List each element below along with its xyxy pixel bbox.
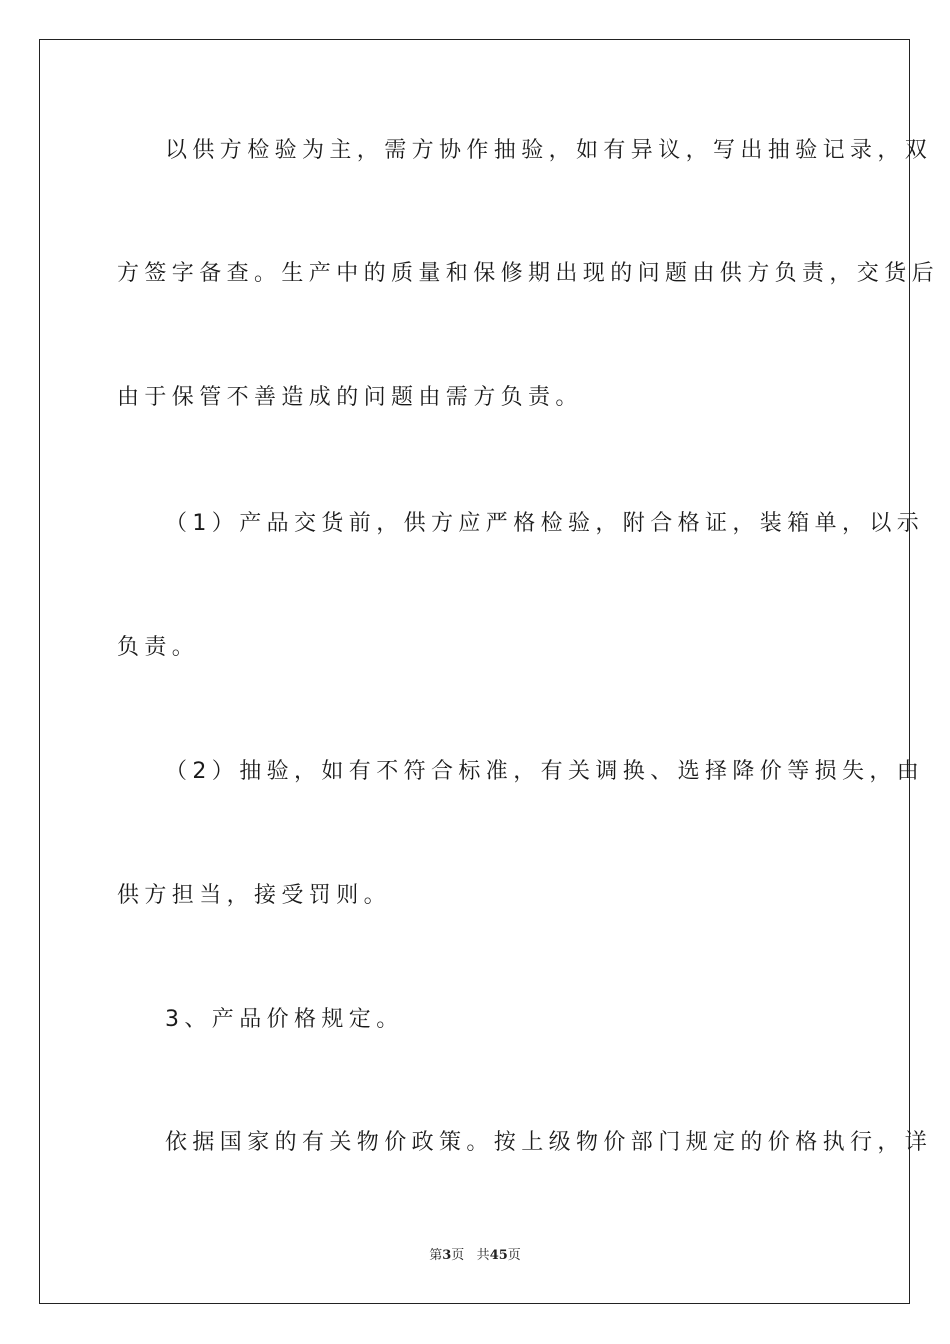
footer-total-prefix: 共 <box>476 1248 490 1263</box>
paragraph-line: 依据国家的有关物价政策。按上级物价部门规定的价格执行，详 <box>165 1130 933 1155</box>
footer-total-number: 45 <box>489 1248 508 1263</box>
section-heading: 3、产品价格规定。 <box>165 1007 404 1032</box>
footer-page-number: 3 <box>442 1248 452 1263</box>
paragraph-line: 负责。 <box>117 635 200 660</box>
paragraph-line: 以供方检验为主，需方协作抽验，如有异议，写出抽验记录，双 <box>165 138 933 163</box>
paragraph-line: （1）产品交货前，供方应严格检验，附合格证，装箱单，以示 <box>165 511 925 536</box>
footer-page-prefix: 第 <box>429 1248 443 1263</box>
page-footer <box>0 1247 950 1265</box>
footer-total-suffix: 页 <box>507 1248 521 1263</box>
paragraph-line: （2）抽验，如有不符合标准，有关调换、选择降价等损失，由 <box>165 759 925 784</box>
footer-page-suffix: 页 <box>451 1248 465 1263</box>
paragraph-line: 供方担当，接受罚则。 <box>117 883 392 908</box>
page-border <box>39 39 940 1304</box>
paragraph-line: 由于保管不善造成的问题由需方负责。 <box>117 385 583 410</box>
paragraph-line: 方签字备查。生产中的质量和保修期出现的问题由供方负责，交货后 <box>117 261 940 286</box>
